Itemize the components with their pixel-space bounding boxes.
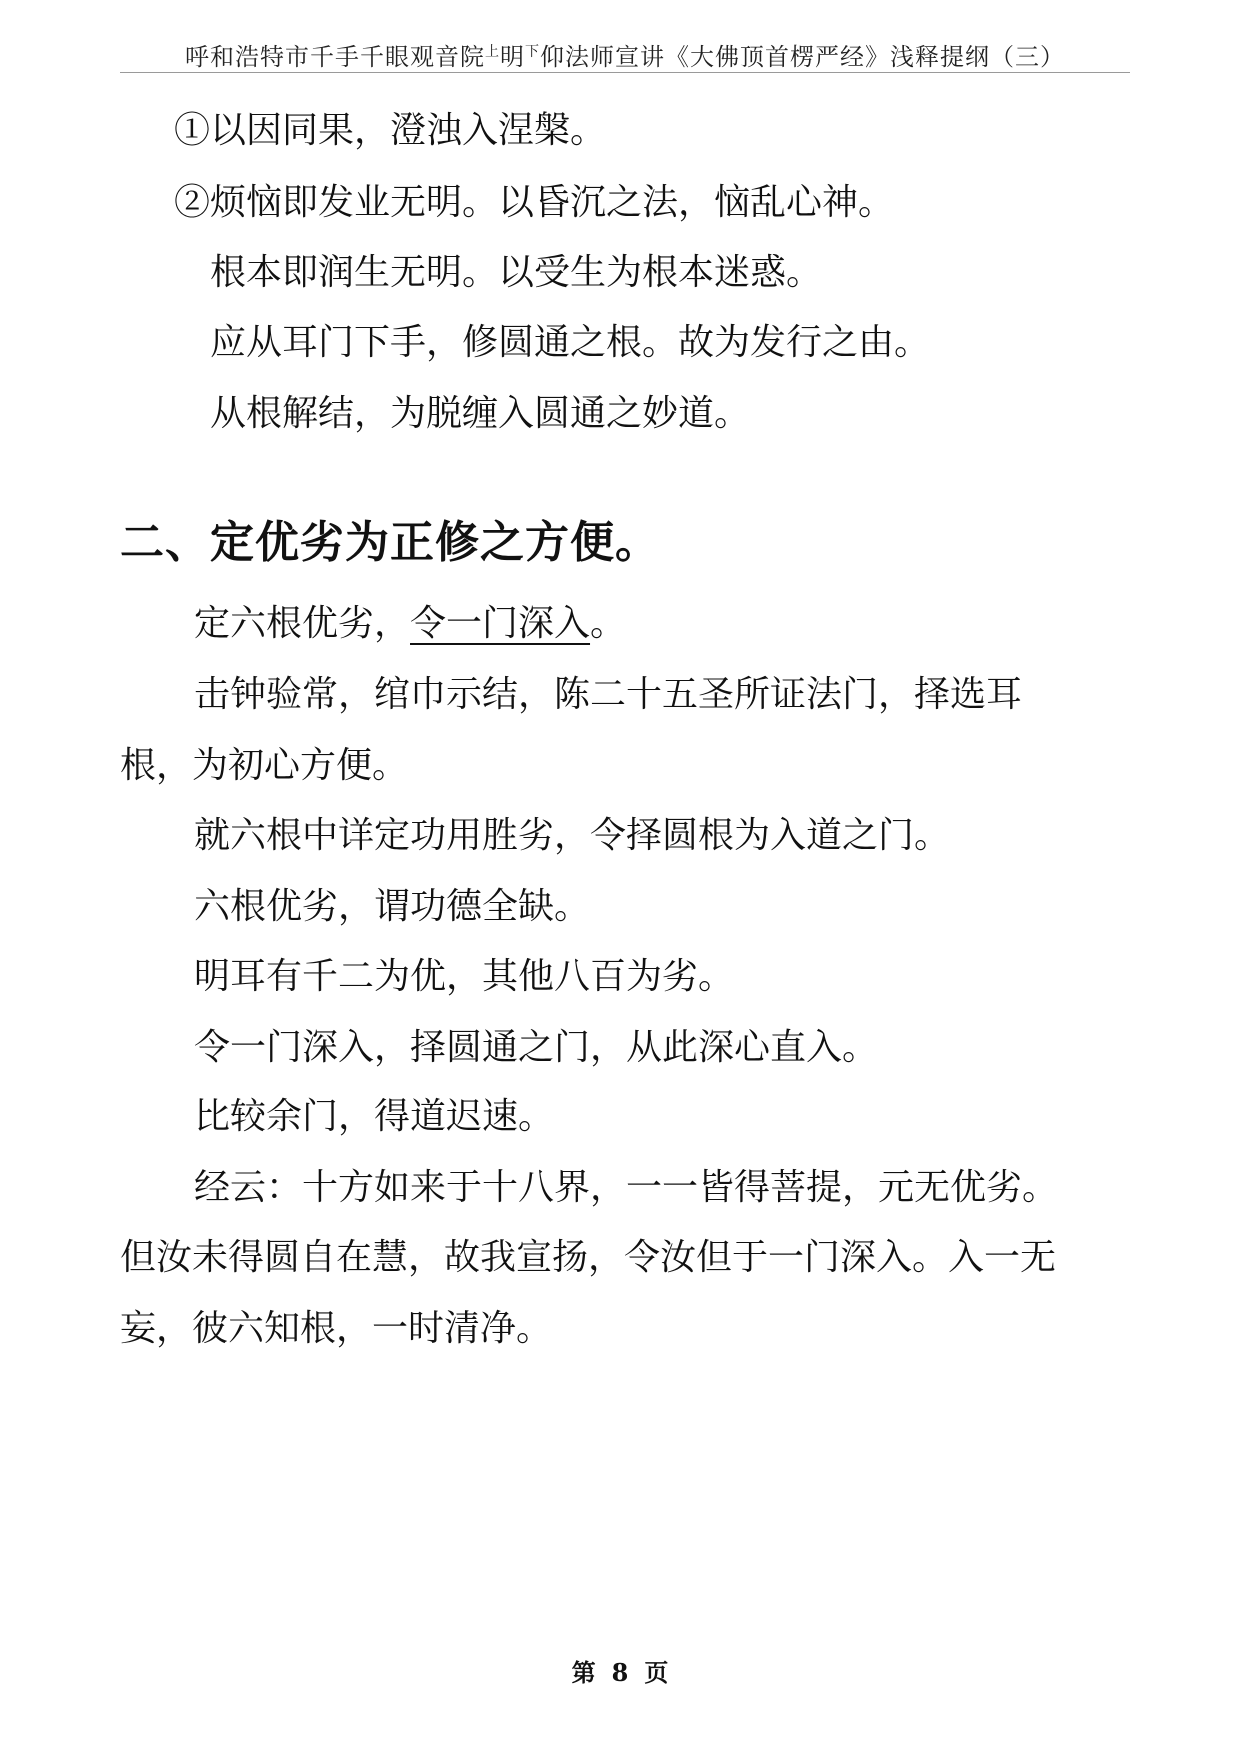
body-line-5: 从根解结，为脱缠入圆通之妙道。 (210, 393, 751, 434)
page-number-value: 8 (611, 1658, 629, 1687)
page-number (0, 1653, 1240, 1688)
body-line-6 (194, 601, 626, 647)
running-header (120, 36, 1130, 73)
body-line-7: 击钟验常，绾巾示结，陈二十五圣所证法门，择选耳 (194, 674, 1023, 715)
section-heading: 二、定优劣为正修之方便。 (120, 517, 660, 568)
header-text-part2: 明 (500, 43, 525, 71)
header-superscript-1: 上 (485, 44, 500, 60)
body-line-1: ①以因同果，澄浊入涅槃。 (174, 110, 607, 151)
body-line-3: 根本即润生无明。以受生为根本迷惑。 (210, 252, 823, 293)
body-line-16: 妄，彼六知根，一时清净。 (120, 1308, 553, 1349)
body-line-6-lead: 定六根优劣， (194, 603, 411, 644)
page-number-prefix: 第 (571, 1658, 596, 1687)
header-text-part1: 呼和浩特市千手千眼观音院 (185, 43, 485, 71)
body-line-6-end: 。 (590, 603, 627, 644)
body-line-11: 明耳有千二为优，其他八百为劣。 (194, 956, 735, 997)
page-number-suffix: 页 (644, 1658, 669, 1687)
body-line-15: 但汝未得圆自在慧，故我宣扬，令汝但于一门深入。入一无 (120, 1237, 1057, 1278)
body-line-13: 比较余门，得道迟速。 (194, 1096, 555, 1137)
header-text-part3: 仰法师宣讲《大佛顶首楞严经》浅释提纲（三） (540, 43, 1065, 71)
body-line-12: 令一门深入，择圆通之门，从此深心直入。 (194, 1027, 879, 1068)
body-line-10: 六根优劣，谓功德全缺。 (194, 886, 591, 927)
header-superscript-2: 下 (525, 44, 540, 60)
body-line-9: 就六根中详定功用胜劣，令择圆根为入道之门。 (194, 815, 951, 856)
body-line-14: 经云：十方如来于十八界，一一皆得菩提，元无优劣。 (194, 1167, 1059, 1208)
body-line-4: 应从耳门下手，修圆通之根。故为发行之由。 (210, 322, 931, 363)
underlined-phrase: 令一门深入 (410, 603, 591, 644)
body-line-2: ②烦恼即发业无明。以昏沉之法，恼乱心神。 (174, 182, 895, 223)
body-line-8: 根，为初心方便。 (120, 745, 409, 786)
